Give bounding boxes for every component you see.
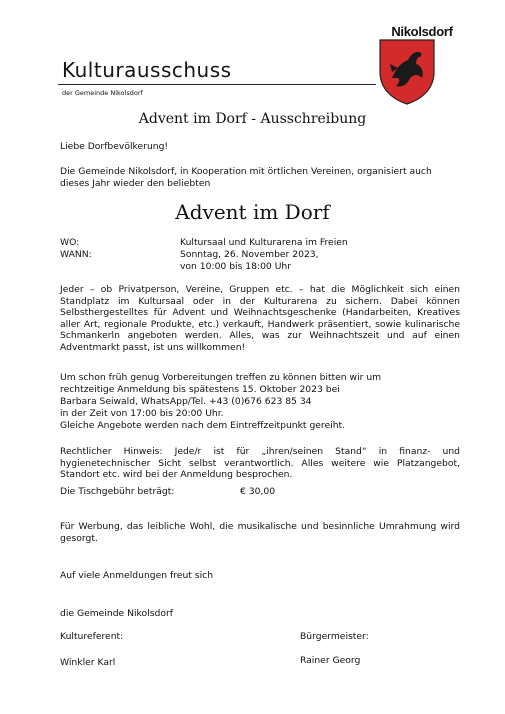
fee-label: Die Tischgebühr beträgt:: [60, 486, 175, 497]
logo-text: Nikolsdorf: [391, 24, 453, 39]
when-label: WANN:: [60, 249, 92, 260]
event-name: Advent im Dorf: [175, 200, 330, 224]
signature-right-name: Rainer Georg: [300, 655, 361, 666]
fee-value: € 30,00: [240, 486, 276, 497]
when-value-line1: Sonntag, 26. November 2023,: [180, 249, 319, 260]
signature-left-title: Kultureferent:: [60, 631, 124, 642]
greeting: Liebe Dorfbevölkerung!: [60, 141, 169, 152]
org-title: Kulturausschuss: [62, 58, 232, 82]
legal-notice: Rechtlicher Hinweis: Jede/r ist für „ihren/seinen Stand“ in finanz- und hygienetechnischer Sicht selbst verantwortlich. Alles weitere wie Platzangebot, Standort etc. wird bei der Anmeldung besprochen.: [60, 446, 460, 481]
signature-right-title: Bürgermeister:: [300, 631, 369, 642]
sender-line: die Gemeinde Nikolsdorf: [60, 608, 173, 619]
registration-line-3: Barbara Seiwald, WhatsApp/Tel. +43 (0)676 623 85 34: [60, 396, 312, 407]
intro-paragraph: Die Gemeinde Nikolsdorf, in Kooperation mit örtlichen Vereinen, organisiert auch dieses Jahr wieder den beliebten: [60, 166, 432, 189]
where-label: WO:: [60, 237, 80, 248]
registration-line-5: Gleiche Angebote werden nach dem Eintreffzeitpunkt gereiht.: [60, 420, 346, 431]
invitation-paragraph: Jeder – ob Privatperson, Vereine, Gruppen etc. – hat die Möglichkeit sich einen Standplatz im Kultursaal oder in der Kulturarena zu sichern. Dabei können Selbsthergestelltes für Advent und Weihnachtsgeschenke (Handarbeiten, Kreatives aller Art, regionale Produkte, etc.) verkauft, Handwerk präsentiert, sowie kulinarische Schmankerln angeboten werden. Alles, was zur Weihnachtszeit und auf einen Adventmarkt passt, ist uns willkommen!: [60, 284, 460, 353]
promo-paragraph: Für Werbung, das leibliche Wohl, die musikalische und besinnliche Umrahmung wird gesorgt.: [60, 521, 460, 544]
registration-line-2: rechtzeitige Anmeldung bis spätestens 15. Oktober 2023 bei: [60, 384, 340, 395]
registration-line-4: in der Zeit von 17:00 bis 20:00 Uhr.: [60, 408, 224, 419]
coat-of-arms-crest-icon: [378, 38, 436, 106]
where-value: Kultursaal und Kulturarena im Freien: [180, 237, 348, 248]
document-title: Advent im Dorf - Ausschreibung: [138, 111, 367, 127]
closing-line: Auf viele Anmeldungen freut sich: [60, 570, 214, 581]
registration-line-1: Um schon früh genug Vorbereitungen treffen zu können bitten wir um: [60, 372, 382, 383]
org-subtitle: der Gemeinde Nikolsdorf: [62, 89, 143, 97]
when-value-line2: von 10:00 bis 18:00 Uhr: [180, 261, 292, 272]
signature-left-name: Winkler Karl: [60, 657, 116, 668]
header-rule: [58, 84, 376, 85]
